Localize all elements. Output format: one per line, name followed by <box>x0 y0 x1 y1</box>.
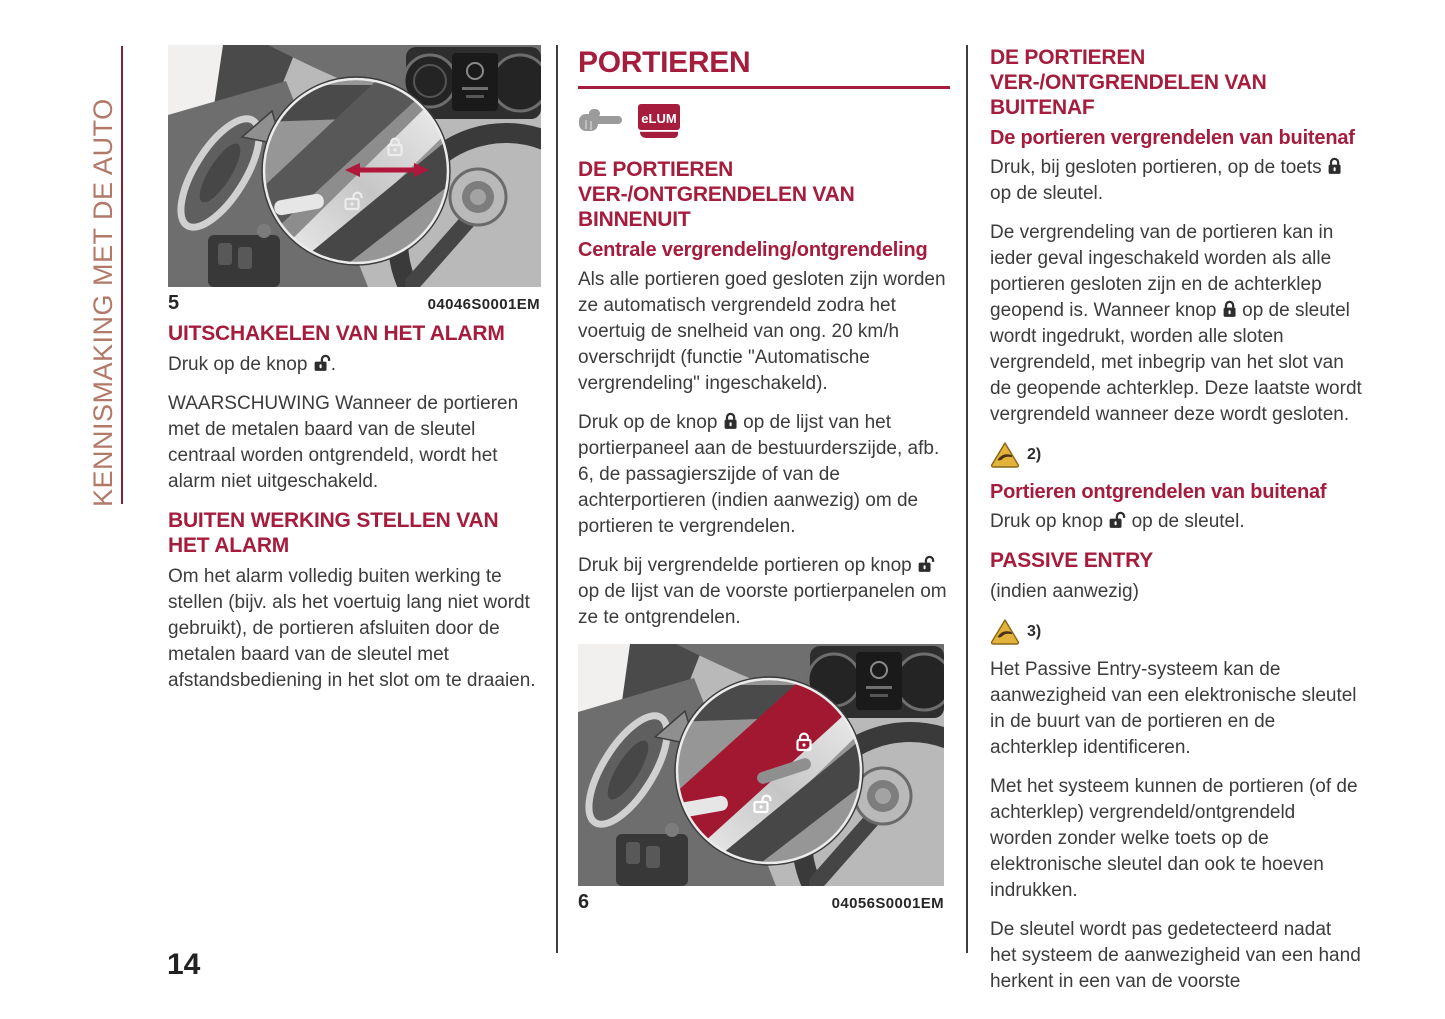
page-number: 14 <box>167 948 201 981</box>
paragraph: Met het systeem kunnen de portieren (of de achterklep) vergrendeld/ontgrendeld worden zonder welke toets op de elektronische sleutel dan ook te hoeven indrukken. <box>990 776 1358 901</box>
figure-5-caption <box>168 292 540 315</box>
car-warning-icon <box>990 441 1020 468</box>
lock-closed-icon <box>1327 157 1342 175</box>
subheading-vergrendelen-buitenaf: De portieren vergrendelen van buitenaf <box>990 127 1355 149</box>
subheading-centrale-vergrendeling: Centrale vergrendeling/ontgrendeling <box>578 239 928 261</box>
figure-code: 04046S0001EM <box>427 296 540 313</box>
figure-code: 04056S0001EM <box>831 895 944 912</box>
pointing-hand-icon <box>578 105 624 137</box>
paragraph: Om het alarm volledig buiten werking te stellen (bijv. als het voertuig lang niet wordt gebruikt), de portieren afsluiten door de metalen baard van de sleutel met afstandsbediening in het slot om te draaien. <box>168 566 536 691</box>
reference-icons <box>578 101 950 141</box>
column-1 <box>168 45 540 707</box>
paragraph: Druk op de knop op de lijst van het portierpaneel aan de bestuurderszijde, afb. 6, de passagierszijde of van de achterportieren (indien aanwezig) om de portieren te vergrendelen. <box>578 412 940 537</box>
figure-6-photo <box>578 644 944 886</box>
column-divider-left <box>556 45 558 953</box>
heading-passive-entry: PASSIVE ENTRY <box>990 549 1154 572</box>
section-title: PORTIEREN <box>578 46 751 79</box>
lock-open-icon <box>1108 511 1126 529</box>
figure-5 <box>168 45 540 315</box>
paragraph: Druk, bij gesloten portieren, op de toets op de sleutel. <box>990 155 1362 207</box>
footnote-ref-3 <box>990 618 1362 645</box>
figure-5-photo <box>168 45 541 287</box>
subheading-ontgrendelen-buitenaf: Portieren ontgrendelen van buitenaf <box>990 481 1327 503</box>
lock-open-icon <box>917 555 935 573</box>
heading-buiten-werking-alarm: BUITEN WERKING STELLEN VAN HET ALARM <box>168 509 499 557</box>
paragraph: De vergrendeling van de portieren kan in ieder geval ingeschakeld worden als alle portieren gesloten zijn en de achterklep geopend is. Wanneer knop op de sleutel wordt ingedrukt, worden alle sloten vergrendeld, met inbegrip van het slot van de geopende achterklep. Deze laatste wordt vergrendeld wanneer deze wordt gesloten. <box>990 222 1362 425</box>
elum-book-icon <box>636 102 682 140</box>
column-2 <box>578 45 950 920</box>
lock-closed-icon <box>723 412 738 430</box>
paragraph: Druk bij vergrendelde portieren op knop op de lijst van de voorste portierpanelen om ze te ontgrendelen. <box>578 555 947 628</box>
paragraph: Als alle portieren goed gesloten zijn worden ze automatisch vergrendeld zodra het voertuig de snelheid van ong. 20 km/h overschrijdt (functie "Automatische vergrendeling" ingeschakeld). <box>578 269 946 394</box>
elum-label: eLUM <box>641 111 677 126</box>
figure-6-caption <box>578 891 944 914</box>
heading-ver-ontgrendelen-binnenuit: DE PORTIEREN VER-/ONTGRENDELEN VAN BINNENUIT <box>578 158 855 231</box>
chapter-vertical-label: KENNISMAKING MET DE AUTO <box>88 98 118 507</box>
car-warning-icon <box>990 618 1020 645</box>
paragraph: WAARSCHUWING Wanneer de portieren met de metalen baard van de sleutel centraal worden ontgrendeld, wordt het alarm niet uitgeschakeld. <box>168 393 519 492</box>
lock-closed-icon <box>1222 300 1237 318</box>
sidebar-rule <box>121 46 123 504</box>
paragraph: De sleutel wordt pas gedetecteerd nadat het systeem de aanwezigheid van een hand herkent in een van de voorste <box>990 919 1361 992</box>
heading-ver-ontgrendelen-buitenaf: DE PORTIEREN VER-/ONTGRENDELEN VAN BUITENAF <box>990 46 1267 119</box>
figure-number: 6 <box>578 891 590 913</box>
column-3 <box>990 45 1362 1008</box>
paragraph: Druk op de knop . <box>168 354 336 375</box>
title-rule <box>578 86 950 89</box>
column-divider-right <box>966 45 968 953</box>
lock-open-icon <box>313 354 331 372</box>
footnote-ref-2 <box>990 441 1362 468</box>
paragraph: (indien aanwezig) <box>990 581 1139 602</box>
figure-6 <box>578 644 944 914</box>
paragraph: Het Passive Entry-systeem kan de aanwezigheid van een elektronische sleutel in de buurt van de portieren en de achterklep identificeren. <box>990 659 1357 758</box>
heading-uitschakelen-alarm: UITSCHAKELEN VAN HET ALARM <box>168 322 505 345</box>
footnote-number: 2) <box>1027 445 1042 463</box>
figure-number: 5 <box>168 292 180 314</box>
paragraph: Druk op knop op de sleutel. <box>990 511 1245 532</box>
footnote-number: 3) <box>1027 622 1042 640</box>
